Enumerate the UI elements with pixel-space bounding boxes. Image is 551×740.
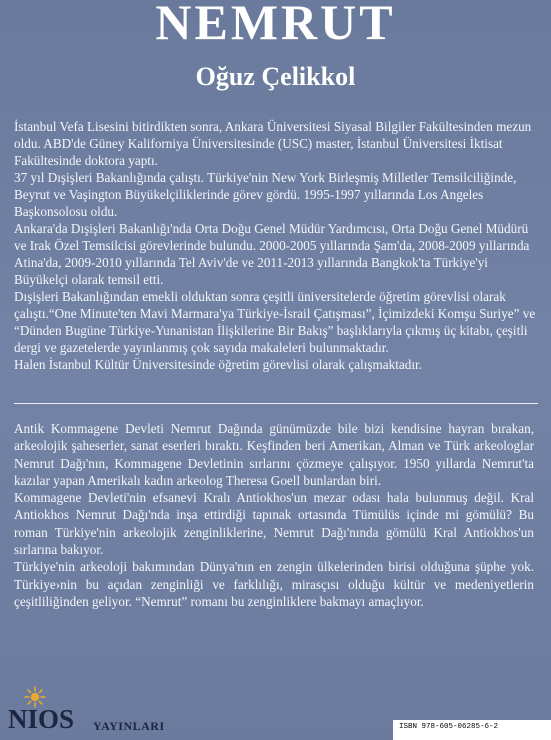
bio-paragraph: Dışişleri Bakanlığından emekli olduktan sonra çeşitli üniversitelerde öğretim görevlisi olarak çalıştı.“One Minute'ten Mavi Marmara'ya Türkiye-İsrail Çatışması”, İçimizdeki Komşu Suriye” ve “Dünden Bugüne Türkiye-Yunanistan İlişkilerine Bir Bakış” başlıklarıyla çıkmış üç kitabı, çeşitli dergi ve gazetelerde yayınlanmış çok sayıda makaleleri bulunmaktadır. [14,289,536,355]
bio-paragraph: İstanbul Vefa Lisesini bitirdikten sonra, Ankara Üniversitesi Siyasal Bilgiler Fakültesinden mezun oldu. ABD'de Güney Kaliforniya Üniversitesinde (USC) master, İstanbul Üniversitesi İktisat Fakültesinde doktora yaptı. [14,119,532,168]
isbn-label [393,720,551,740]
bio-paragraph: 37 yıl Dışişleri Bakanlığında çalıştı. Türkiye'nin New York Birleşmiş Milletler Temsilciliğinde, Beyrut ve Vaşington Büyükelçiliklerinde görev gördü. 1995-1997 yıllarında Los Angeles Başkonsolosu oldu. [14,170,517,219]
isbn-text: ISBN 978-605-06285-6-2 [399,723,499,731]
synopsis-paragraph: Kommagene Devleti'nin efsanevi Kralı Antiokhos'un mezar odası hala bulunmuş değil. Kral Antiokhos Nemrut Dağı'nda inşa ettirdiği tapınak ortasında Tümülüs içinde mi gömülü? Bu roman Türkiye'nin arkeolojik zenginliklerine, Nemrut Dağı'nında gömülü Kral Antiokhos'un sırlarına bakıyor. [14,490,534,558]
author-name: Oğuz Çelikkol [195,62,356,91]
section-divider [14,403,538,404]
bio-paragraph: Ankara'da Dışişleri Bakanlığı'nda Orta Doğu Genel Müdür Yardımcısı, Orta Doğu Genel Müdürü ve Irak Özel Temsilcisi görevlerinde bulundu. 2000-2005 yıllarında Şam'da, 2008-2009 yıllarında Atina'da, 2009-2010 yıllarında Tel Aviv'de ve 2011-2013 yıllarında Bangkok'ta Türkiye'yi Büyükelçi olarak temsil etti. [14,221,530,287]
book-title: NEMRUT [155,0,396,50]
publisher-logo-subtitle: YAYINLARI [93,719,165,733]
synopsis-paragraph: Antik Kommagene Devleti Nemrut Dağında günümüzde bile bizi kendisine hayran bırakan, arkeolojik şaheserler, sanat eserleri bıraktı. Keşfinden beri Amerikan, Alman ve Türk arkeologlar Nemrut Dağı'nın, Kommagene Devletinin sırlarını çözmeye çalışıyor. 1950 yıllarda Nemrut'ta kazılar yapan Amerikalı kadın arkeolog Theresa Goell bunlardan biri. [14,421,534,488]
book-synopsis [14,420,534,610]
publisher-logo-text: NIOS [8,704,75,734]
synopsis-paragraph: Türkiye'nin arkeoloji bakımından Dünya'nın en zengin ülkelerinden birisi olduğuna şüphe yok. Türkiye›nin bu açıdan zenginliği ve farklılığı, mirasçısı olduğu kültür ve medeniyetlerin çeşitliliğinden geliyor. “Nemrut” romanı bu zenginliklere bakmayı amaçlıyor. [14,559,534,609]
bio-paragraph: Halen İstanbul Kültür Üniversitesinde öğretim görevlisi olarak çalışmaktadır. [14,357,422,372]
author-bio [14,118,536,373]
